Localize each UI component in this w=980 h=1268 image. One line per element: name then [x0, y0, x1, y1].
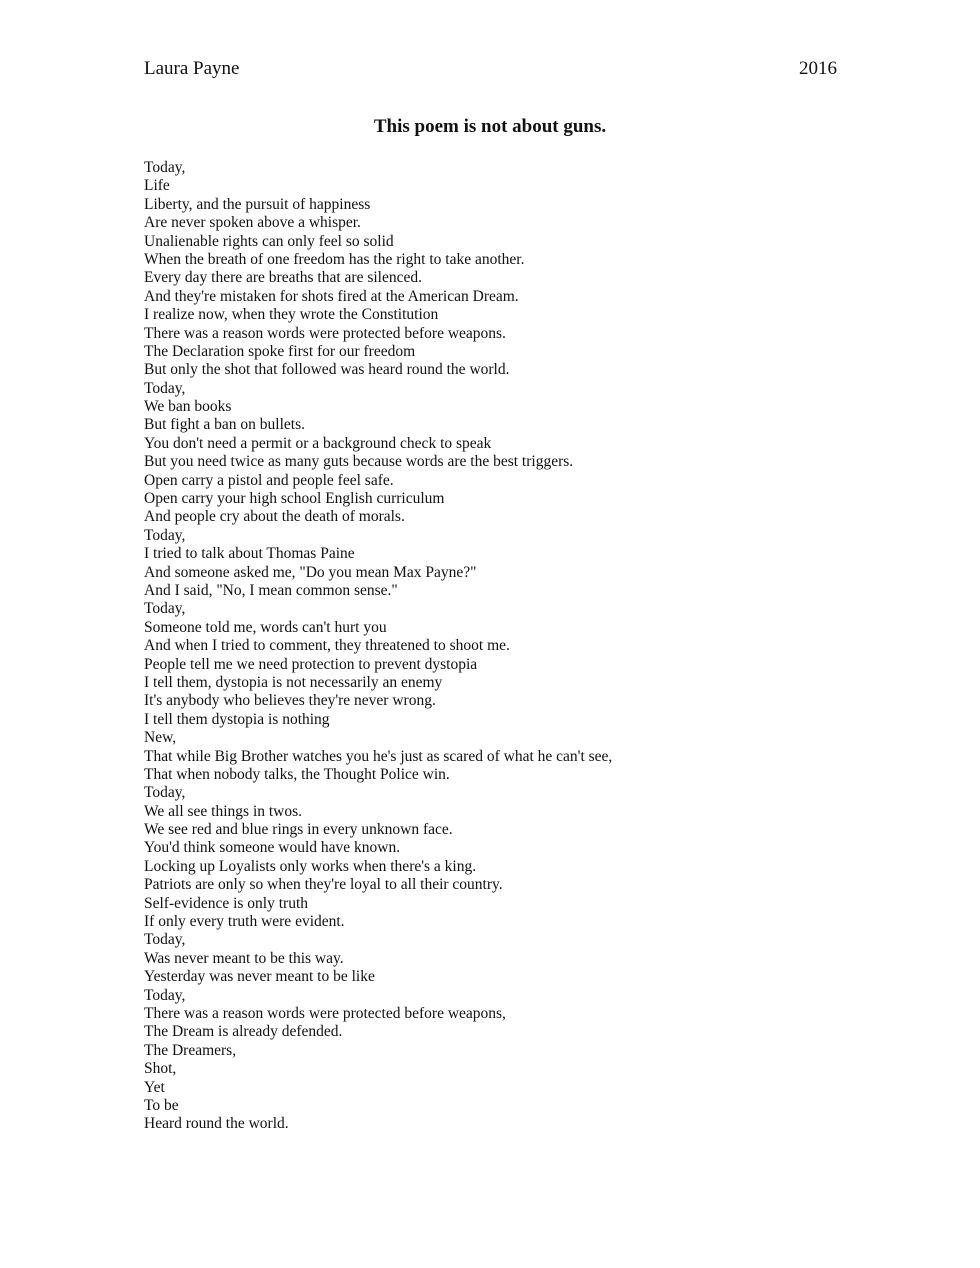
poem-line: But fight a ban on bullets. — [144, 416, 306, 434]
poem-line: And when I tried to comment, they threatened to shoot me. — [144, 637, 510, 655]
poem-line: Open carry a pistol and people feel safe. — [144, 471, 394, 489]
poem-line: Today, — [144, 600, 186, 618]
poem-line: Are never spoken above a whisper. — [144, 214, 361, 232]
year: 2016 — [799, 58, 837, 79]
poem-line: Self-evidence is only truth — [144, 894, 308, 912]
poem-line: Open carry your high school English curriculum — [144, 490, 445, 508]
poem-line: The Dream is already defended. — [144, 1023, 343, 1041]
poem-line: But only the shot that followed was heard round the world. — [144, 361, 510, 379]
poem-line: That when nobody talks, the Thought Police win. — [144, 765, 450, 783]
poem-line: Unalienable rights can only feel so solid — [144, 232, 394, 250]
poem-line: We see red and blue rings in every unknown face. — [144, 821, 453, 839]
poem-line: Locking up Loyalists only works when there's a king. — [144, 857, 477, 875]
poem-line: We all see things in twos. — [144, 802, 303, 820]
poem-line: Today, — [144, 931, 186, 949]
poem-line: I tried to talk about Thomas Paine — [144, 545, 355, 563]
poem-line: Yet — [144, 1078, 165, 1096]
poem-line: There was a reason words were protected before weapons, — [144, 1004, 506, 1022]
poem-line: I realize now, when they wrote the Constitution — [144, 306, 439, 324]
poem-line: The Declaration spoke first for our freedom — [144, 342, 416, 360]
poem-line: That while Big Brother watches you he's just as scared of what he can't see, — [144, 747, 613, 765]
poem-line: Someone told me, words can't hurt you — [144, 618, 387, 636]
poem-line: You'd think someone would have known. — [144, 839, 401, 857]
poem-line: I tell them, dystopia is not necessarily an enemy — [144, 673, 443, 691]
poem-line: Yesterday was never meant to be like — [144, 968, 375, 986]
poem-line: And people cry about the death of morals. — [144, 508, 405, 526]
poem-line: Patriots are only so when they're loyal to all their country. — [144, 876, 503, 894]
poem-line: You don't need a permit or a background check to speak — [144, 434, 492, 452]
poem-line: Today, — [144, 159, 186, 176]
poem-line: It's anybody who believes they're never wrong. — [144, 692, 436, 710]
poem-line: To be — [144, 1096, 179, 1114]
poem-line: The Dreamers, — [144, 1041, 237, 1059]
poem-line: And someone asked me, "Do you mean Max Payne?" — [144, 563, 477, 581]
poem-line: New, — [144, 729, 177, 747]
poem-line: Today, — [144, 986, 186, 1004]
poem-line: And they're mistaken for shots fired at the American Dream. — [144, 287, 519, 305]
poem-line: Every day there are breaths that are silenced. — [144, 269, 422, 287]
poem-line: When the breath of one freedom has the right to take another. — [144, 250, 525, 268]
poem-body — [144, 159, 844, 1134]
poem-line: Today, — [144, 784, 186, 802]
poem-line: People tell me we need protection to prevent dystopia — [144, 655, 478, 673]
poem-line: Shot, — [144, 1060, 177, 1078]
poem-line: Liberty, and the pursuit of happiness — [144, 195, 371, 213]
poem-line: But you need twice as many guts because words are the best triggers. — [144, 453, 574, 471]
poem-line: There was a reason words were protected before weapons. — [144, 324, 506, 342]
poem-line: Today, — [144, 379, 186, 397]
poem-line: We ban books — [144, 398, 232, 416]
poem-title: This poem is not about guns. — [373, 116, 607, 137]
poem-line: Today, — [144, 526, 186, 544]
poem-line: Was never meant to be this way. — [144, 949, 344, 967]
poem-line: And I said, "No, I mean common sense." — [144, 581, 398, 599]
poem-line: Life — [144, 177, 170, 195]
poem-line: Heard round the world. — [144, 1115, 289, 1133]
author-name: Laura Payne — [144, 58, 240, 79]
poem-line: I tell them dystopia is nothing — [144, 710, 330, 728]
poem-line: If only every truth were evident. — [144, 913, 345, 931]
